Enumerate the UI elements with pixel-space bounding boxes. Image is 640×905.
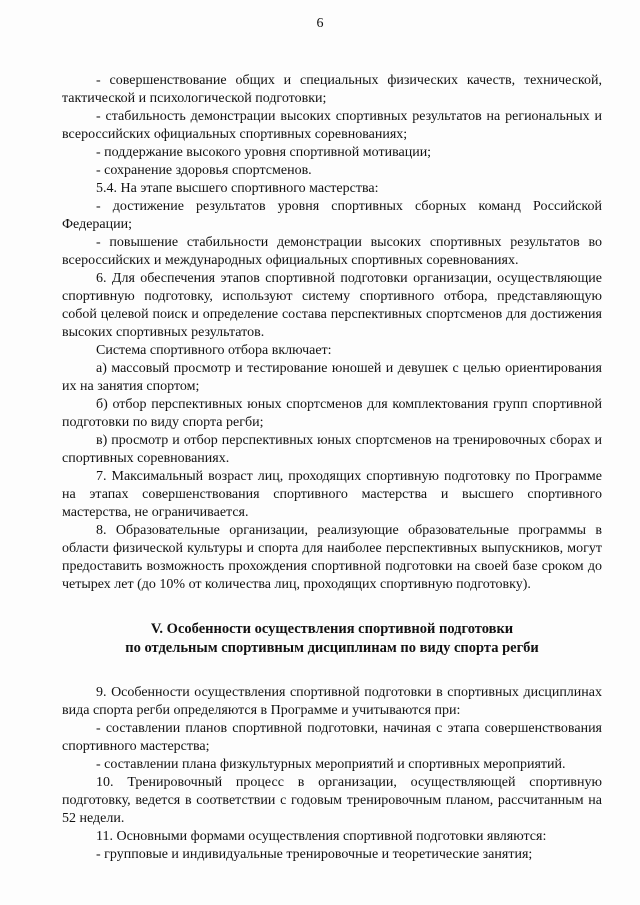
paragraph: 5.4. На этапе высшего спортивного мастерства:: [96, 181, 379, 196]
document-body: [62, 72, 602, 864]
page-number: 6: [316, 16, 324, 31]
paragraph: - групповые и индивидуальные тренировочные и теоретические занятия;: [96, 847, 533, 862]
spacer: [62, 658, 602, 684]
paragraph: - повышение стабильности демонстрации высоких спортивных результатов во всероссийских и международных официальных спортивных соревнованиях.: [62, 235, 602, 268]
paragraph: - стабильность демонстрации высоких спортивных результатов на региональных и всероссийских официальных спортивных соревнованиях;: [62, 109, 602, 142]
paragraph: 11. Основными формами осуществления спортивной подготовки являются:: [96, 829, 547, 844]
paragraph: - достижение результатов уровня спортивных сборных команд Российской Федерации;: [62, 199, 602, 232]
paragraph: - составлении планов спортивной подготовки, начиная с этапа совершенствования спортивного мастерства;: [62, 721, 602, 754]
paragraph: - поддержание высокого уровня спортивной мотивации;: [96, 145, 432, 160]
paragraph: 7. Максимальный возраст лиц, проходящих спортивную подготовку по Программе на этапах совершенствования спортивного мастерства и высшего спортивного мастерства, не ограничивается.: [62, 469, 602, 520]
paragraph: б) отбор перспективных юных спортсменов для комплектования групп спортивной подготовки по виду спорта регби;: [62, 397, 602, 430]
paragraph: а) массовый просмотр и тестирование юношей и девушек с целью ориентирования их на занятия спортом;: [62, 361, 602, 394]
paragraph: - составлении плана физкультурных мероприятий и спортивных мероприятий.: [96, 757, 566, 772]
paragraph: - совершенствование общих и специальных физических качеств, технической, тактической и психологической подготовки;: [62, 73, 602, 106]
section-heading-line2: по отдельным спортивным дисциплинам по виду спорта регби: [125, 640, 539, 656]
paragraph: 10. Тренировочный процесс в организации, осуществляющей спортивную подготовку, ведется в соответствии с годовым тренировочным планом, рассчитанным на 52 недели.: [62, 775, 602, 826]
section-heading-line1: V. Особенности осуществления спортивной подготовки: [150, 621, 514, 637]
paragraph: 8. Образовательные организации, реализующие образовательные программы в области физической культуры и спорта для наиболее перспективных выпускников, могут предоставить возможность прохождения спортивной подготовки на своей базе сроком до четырех лет (до 10% от количества лиц, проходящих спортивную подготовку).: [62, 523, 602, 592]
paragraph: Система спортивного отбора включает:: [96, 343, 332, 358]
paragraph: 6. Для обеспечения этапов спортивной подготовки организации, осуществляющие спортивную подготовку, используют систему спортивного отбора, представляющую собой целевой поиск и определение состава перспективных спортсменов для достижения высоких спортивных результатов.: [62, 271, 602, 340]
paragraph: 9. Особенности осуществления спортивной подготовки в спортивных дисциплинах вида спорта регби определяются в Программе и учитываются при:: [62, 685, 602, 718]
paragraph: - сохранение здоровья спортсменов.: [96, 163, 312, 178]
spacer: [62, 594, 602, 620]
paragraph: в) просмотр и отбор перспективных юных спортсменов на тренировочных сборах и спортивных соревнованиях.: [62, 433, 602, 466]
